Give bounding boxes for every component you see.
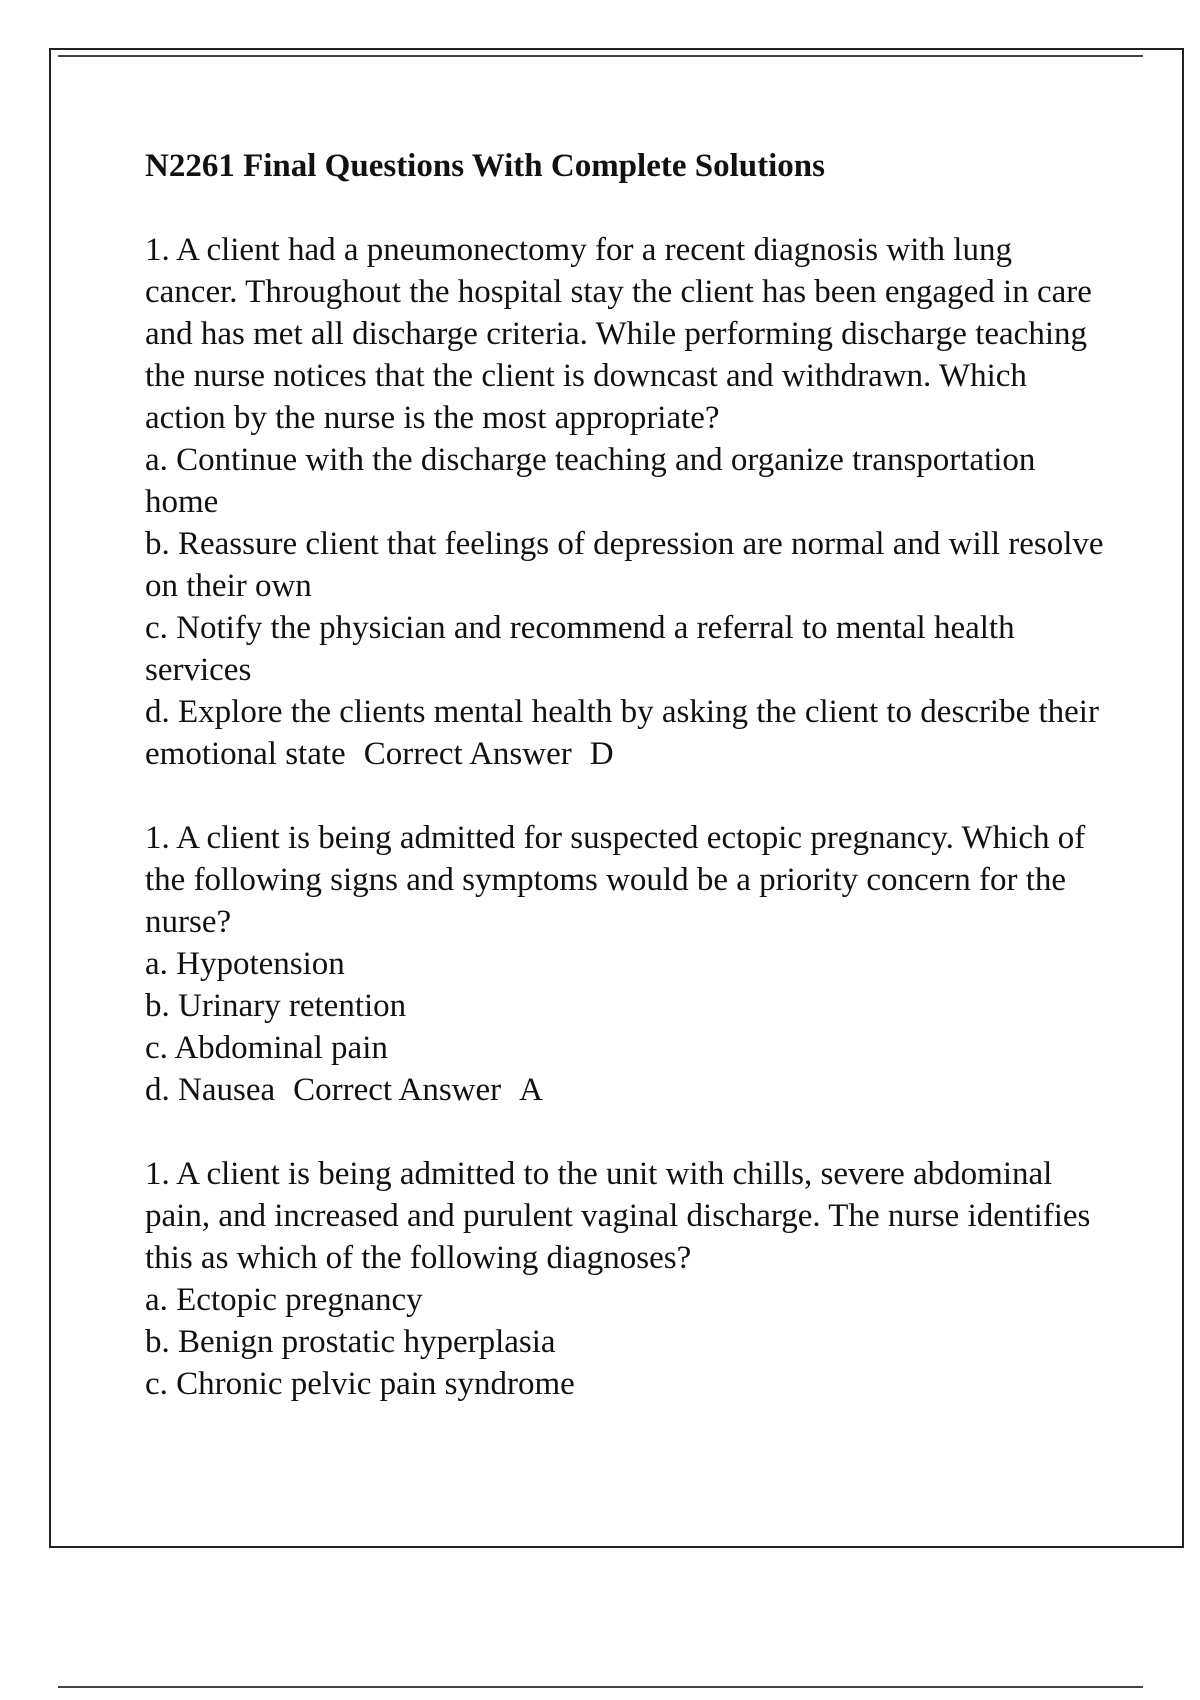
document-body [145,140,1105,1405]
option-a: a. Ectopic pregnancy [145,1282,423,1318]
option-d: d. Nausea [145,1072,276,1108]
option-c: c. Abdominal pain [145,1030,388,1066]
answer-label: Correct Answer [363,736,572,772]
answer-value: D [589,736,614,772]
option-b: b. Urinary retention [145,988,407,1024]
option-d-with-answer [145,1069,1105,1111]
option-b: b. Benign prostatic hyperplasia [145,1324,556,1360]
option-b: b. Reassure client that feelings of depression are normal and will resolve on their own [145,526,1104,604]
bottom-rule [58,1686,1143,1688]
option-d: d. Explore the clients mental health by asking the client to describe their emotional state [145,694,1099,772]
answer-label: Correct Answer [293,1072,502,1108]
option-d-with-answer [145,691,1105,775]
question-stem: 1. A client is being admitted for suspected ectopic pregnancy. Which of the following signs and symptoms would be a priority concern for the nurse? [145,820,1086,940]
answer-value: A [519,1072,543,1108]
question-stem: 1. A client had a pneumonectomy for a recent diagnosis with lung cancer. Throughout the hospital stay the client has been engaged in care and has met all discharge criteria. While performing discharge teaching the nurse notices that the client is downcast and withdrawn. Which action by the nurse is the most appropriate? [145,232,1092,436]
option-a: a. Continue with the discharge teaching and organize transportation home [145,442,1036,520]
option-a: a. Hypotension [145,946,345,982]
question-stem: 1. A client is being admitted to the unit with chills, severe abdominal pain, and increased and purulent vaginal discharge. The nurse identifies this as which of the following diagnoses? [145,1156,1091,1276]
question-1 [145,229,1105,775]
document-title: N2261 Final Questions With Complete Solutions [145,148,825,184]
option-c: c. Notify the physician and recommend a referral to mental health services [145,610,1015,688]
option-c: c. Chronic pelvic pain syndrome [145,1366,575,1402]
question-3 [145,1153,1105,1405]
question-2 [145,817,1105,1111]
